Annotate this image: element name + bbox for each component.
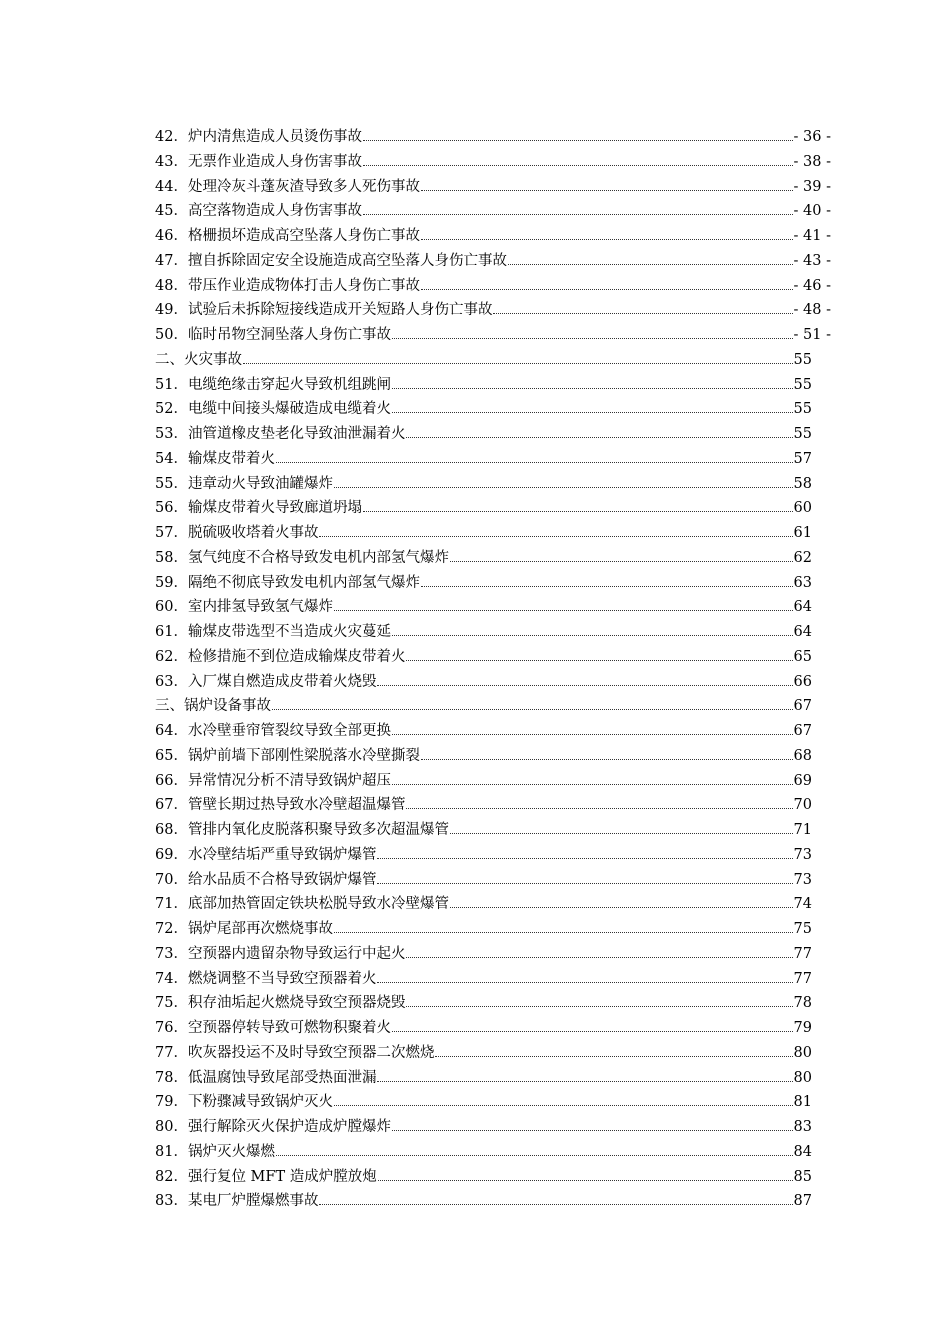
toc-entry[interactable] xyxy=(155,670,812,695)
toc-entry[interactable] xyxy=(155,150,831,175)
toc-entry-page-number: 75 xyxy=(793,921,812,937)
dot-leader xyxy=(378,1180,793,1181)
toc-entry-title: 75．积存油垢起火燃烧导致空预器烧毁 xyxy=(155,995,406,1012)
dot-leader xyxy=(319,1204,792,1205)
toc-entry-title: 71．底部加热管固定铁块松脱导致水冷壁爆管 xyxy=(155,896,449,913)
toc-entry[interactable] xyxy=(155,447,812,472)
toc-entry-title: 61．输煤皮带选型不当造成火灾蔓延 xyxy=(155,624,391,640)
toc-entry-page-number: 78 xyxy=(793,995,812,1012)
dot-leader xyxy=(319,536,792,537)
toc-entry-title: 58．氢气纯度不合格导致发电机内部氢气爆炸 xyxy=(155,549,449,566)
toc-entry-title: 78．低温腐蚀导致尾部受热面泄漏 xyxy=(155,1069,377,1086)
toc-entry-page-number: 67 xyxy=(793,723,812,739)
toc-entry-title: 76．空预器停转导致可燃物积聚着火 xyxy=(155,1020,391,1036)
dot-leader xyxy=(406,437,792,438)
toc-entry[interactable] xyxy=(155,1041,812,1066)
toc-entry[interactable] xyxy=(155,274,831,299)
dot-leader xyxy=(377,883,792,884)
dot-leader xyxy=(377,1081,792,1082)
toc-entry-title: 46．格栅损坏造成高空坠落人身伤亡事故 xyxy=(155,228,420,244)
toc-entry-page-number: - 51 - xyxy=(793,327,831,343)
toc-entry[interactable] xyxy=(155,991,812,1016)
table-of-contents xyxy=(155,125,831,1214)
toc-entry[interactable] xyxy=(155,422,812,447)
dot-leader xyxy=(276,1155,793,1156)
toc-entry[interactable] xyxy=(155,892,812,917)
dot-leader xyxy=(406,1006,792,1007)
toc-entry[interactable] xyxy=(155,521,812,546)
toc-entry-title: 54．输煤皮带着火 xyxy=(155,450,275,467)
dot-leader xyxy=(392,338,793,339)
dot-leader xyxy=(334,487,793,488)
toc-entry-page-number: 69 xyxy=(793,772,812,789)
toc-entry-title: 43．无票作业造成人身伤害事故 xyxy=(155,153,362,170)
dot-leader xyxy=(392,388,793,389)
toc-entry-title: 二、火灾事故 xyxy=(155,351,242,368)
toc-entry[interactable] xyxy=(155,1140,812,1165)
toc-entry-title: 83．某电厂炉膛爆燃事故 xyxy=(155,1193,319,1210)
dot-leader xyxy=(392,734,793,735)
dot-leader xyxy=(421,239,793,240)
dot-leader xyxy=(363,511,793,512)
toc-entry-page-number: 63 xyxy=(793,574,812,591)
dot-leader xyxy=(406,957,792,958)
toc-entry-page-number: 65 xyxy=(793,648,812,665)
dot-leader xyxy=(392,1130,793,1131)
toc-entry-page-number: - 43 - xyxy=(793,252,831,269)
toc-entry[interactable] xyxy=(155,373,812,398)
toc-entry[interactable] xyxy=(155,843,812,868)
toc-entry[interactable] xyxy=(155,694,812,719)
toc-entry[interactable] xyxy=(155,175,831,200)
toc-entry-title: 53．油管道橡皮垫老化导致油泄漏着火 xyxy=(155,426,406,442)
toc-entry-page-number: - 41 - xyxy=(793,228,831,244)
toc-entry[interactable] xyxy=(155,942,812,967)
toc-entry-page-number: 80 xyxy=(793,1069,812,1086)
dot-leader xyxy=(363,165,793,166)
toc-entry[interactable] xyxy=(155,645,812,670)
toc-entry-title: 50．临时吊物空洞坠落人身伤亡事故 xyxy=(155,327,391,343)
toc-entry-page-number: - 40 - xyxy=(793,203,831,220)
toc-entry[interactable] xyxy=(155,571,812,596)
dot-leader xyxy=(377,982,792,983)
toc-entry[interactable] xyxy=(155,719,812,744)
toc-entry-page-number: 85 xyxy=(793,1168,812,1185)
toc-entry[interactable] xyxy=(155,298,831,323)
toc-entry[interactable] xyxy=(155,224,831,249)
dot-leader xyxy=(435,1056,792,1057)
toc-entry-page-number: 87 xyxy=(793,1193,812,1210)
dot-leader xyxy=(377,858,792,859)
toc-entry[interactable] xyxy=(155,1115,812,1140)
dot-leader xyxy=(392,784,793,785)
toc-entry-page-number: 55 xyxy=(793,426,812,442)
toc-entry-title: 42．炉内清焦造成人员烫伤事故 xyxy=(155,129,362,145)
toc-entry[interactable] xyxy=(155,199,831,224)
toc-entry-title: 60．室内排氢导致氢气爆炸 xyxy=(155,599,333,616)
toc-entry[interactable] xyxy=(155,769,812,794)
dot-leader xyxy=(243,363,793,364)
toc-entry-title: 62．检修措施不到位造成输煤皮带着火 xyxy=(155,648,406,665)
dot-leader xyxy=(392,635,793,636)
toc-entry[interactable] xyxy=(155,744,812,769)
toc-entry[interactable] xyxy=(155,249,831,274)
toc-entry[interactable] xyxy=(155,1165,812,1190)
toc-entry[interactable] xyxy=(155,496,812,521)
toc-entry-title: 65．锅炉前墙下部刚性梁脱落水冷壁撕裂 xyxy=(155,747,420,764)
dot-leader xyxy=(421,190,793,191)
toc-entry-title: 56．输煤皮带着火导致廊道坍塌 xyxy=(155,500,362,517)
toc-entry-title: 三、锅炉设备事故 xyxy=(155,698,271,715)
toc-entry-title: 51．电缆绝缘击穿起火导致机组跳闸 xyxy=(155,376,391,393)
toc-entry[interactable] xyxy=(155,917,812,942)
toc-entry-page-number: - 46 - xyxy=(793,277,831,294)
toc-entry-title: 68．管排内氧化皮脱落积聚导致多次超温爆管 xyxy=(155,822,449,838)
dot-leader xyxy=(493,313,792,314)
toc-entry-title: 82．强行复位 MFT 造成炉膛放炮 xyxy=(155,1168,377,1185)
dot-leader xyxy=(272,709,793,710)
toc-entry-title: 79．下粉骤减导致锅炉灭火 xyxy=(155,1094,333,1111)
toc-entry[interactable] xyxy=(155,967,812,992)
toc-entry-title: 49．试验后未拆除短接线造成开关短路人身伤亡事故 xyxy=(155,302,493,319)
toc-entry-page-number: 64 xyxy=(793,599,812,616)
toc-entry[interactable] xyxy=(155,1189,812,1214)
dot-leader xyxy=(363,140,793,141)
toc-entry-title: 48．带压作业造成物体打击人身伤亡事故 xyxy=(155,277,420,294)
toc-entry-page-number: 77 xyxy=(793,945,812,962)
toc-entry-title: 77．吹灰器投运不及时导致空预器二次燃烧 xyxy=(155,1044,435,1061)
toc-entry-title: 70．给水品质不合格导致锅炉爆管 xyxy=(155,871,377,888)
dot-leader xyxy=(406,660,792,661)
dot-leader xyxy=(377,685,792,686)
toc-entry-page-number: - 39 - xyxy=(793,178,831,195)
dot-leader xyxy=(392,412,793,413)
toc-entry-page-number: 73 xyxy=(793,871,812,888)
toc-entry-page-number: 70 xyxy=(793,797,812,814)
toc-entry-page-number: - 38 - xyxy=(793,153,831,170)
toc-entry[interactable] xyxy=(155,125,831,150)
toc-entry-title: 81．锅炉灭火爆燃 xyxy=(155,1143,275,1160)
toc-entry-title: 47．擅自拆除固定安全设施造成高空坠落人身伤亡事故 xyxy=(155,252,507,269)
toc-entry-title: 63．入厂煤自燃造成皮带着火烧毁 xyxy=(155,673,377,690)
toc-entry[interactable] xyxy=(155,1090,812,1115)
toc-entry-title: 72．锅炉尾部再次燃烧事故 xyxy=(155,921,333,937)
dot-leader xyxy=(450,833,793,834)
toc-entry-page-number: 60 xyxy=(793,500,812,517)
dot-leader xyxy=(421,289,793,290)
toc-entry-title: 57．脱硫吸收塔着火事故 xyxy=(155,525,319,541)
toc-entry-title: 74．燃烧调整不当导致空预器着火 xyxy=(155,970,377,987)
dot-leader xyxy=(334,610,793,611)
toc-entry-page-number: - 36 - xyxy=(793,129,831,145)
toc-entry-page-number: - 48 - xyxy=(793,302,831,319)
toc-entry-page-number: 84 xyxy=(793,1143,812,1160)
dot-leader xyxy=(508,264,793,265)
dot-leader xyxy=(450,907,793,908)
toc-entry-title: 64．水冷壁垂帘管裂纹导致全部更换 xyxy=(155,723,391,739)
toc-entry[interactable] xyxy=(155,472,812,497)
dot-leader xyxy=(334,932,793,933)
dot-leader xyxy=(363,214,793,215)
toc-entry-title: 69．水冷壁结垢严重导致锅炉爆管 xyxy=(155,846,377,863)
toc-entry-page-number: 58 xyxy=(793,475,812,492)
toc-entry[interactable] xyxy=(155,546,812,571)
toc-entry[interactable] xyxy=(155,348,812,373)
toc-entry-page-number: 73 xyxy=(793,846,812,863)
toc-entry-title: 66．异常情况分析不清导致锅炉超压 xyxy=(155,772,391,789)
toc-entry-page-number: 61 xyxy=(793,525,812,541)
toc-entry-title: 44．处理冷灰斗蓬灰渣导致多人死伤事故 xyxy=(155,178,420,195)
toc-entry-title: 45．高空落物造成人身伤害事故 xyxy=(155,203,362,220)
dot-leader xyxy=(334,1105,793,1106)
toc-entry-page-number: 68 xyxy=(793,747,812,764)
toc-entry-page-number: 62 xyxy=(793,549,812,566)
toc-entry-title: 52．电缆中间接头爆破造成电缆着火 xyxy=(155,401,391,418)
toc-entry-title: 73．空预器内遗留杂物导致运行中起火 xyxy=(155,945,406,962)
toc-entry[interactable] xyxy=(155,868,812,893)
toc-entry[interactable] xyxy=(155,793,812,818)
dot-leader xyxy=(392,1031,793,1032)
toc-entry[interactable] xyxy=(155,1066,812,1091)
toc-entry-page-number: 77 xyxy=(793,970,812,987)
toc-entry-page-number: 64 xyxy=(793,624,812,640)
toc-entry-page-number: 55 xyxy=(793,376,812,393)
toc-entry-page-number: 57 xyxy=(793,450,812,467)
toc-entry-page-number: 79 xyxy=(793,1020,812,1036)
dot-leader xyxy=(450,561,793,562)
toc-entry-title: 67．管壁长期过热导致水冷壁超温爆管 xyxy=(155,797,406,814)
toc-entry-page-number: 67 xyxy=(793,698,812,715)
dot-leader xyxy=(421,586,793,587)
toc-entry[interactable] xyxy=(155,818,812,843)
toc-entry-page-number: 55 xyxy=(793,401,812,418)
toc-entry-title: 55．违章动火导致油罐爆炸 xyxy=(155,475,333,492)
toc-entry-page-number: 81 xyxy=(793,1094,812,1111)
dot-leader xyxy=(421,759,793,760)
toc-entry-page-number: 66 xyxy=(793,673,812,690)
toc-entry-page-number: 55 xyxy=(793,351,812,368)
toc-entry-page-number: 83 xyxy=(793,1119,812,1135)
toc-entry-page-number: 71 xyxy=(793,822,812,838)
dot-leader xyxy=(406,808,792,809)
toc-entry[interactable] xyxy=(155,620,812,645)
dot-leader xyxy=(276,462,793,463)
toc-entry[interactable] xyxy=(155,595,812,620)
toc-entry-page-number: 80 xyxy=(793,1044,812,1061)
toc-entry[interactable] xyxy=(155,1016,812,1041)
toc-entry-title: 59．隔绝不彻底导致发电机内部氢气爆炸 xyxy=(155,574,420,591)
toc-entry-page-number: 74 xyxy=(793,896,812,913)
toc-entry[interactable] xyxy=(155,323,831,348)
toc-entry[interactable] xyxy=(155,397,812,422)
toc-entry-title: 80．强行解除灭火保护造成炉膛爆炸 xyxy=(155,1119,391,1135)
